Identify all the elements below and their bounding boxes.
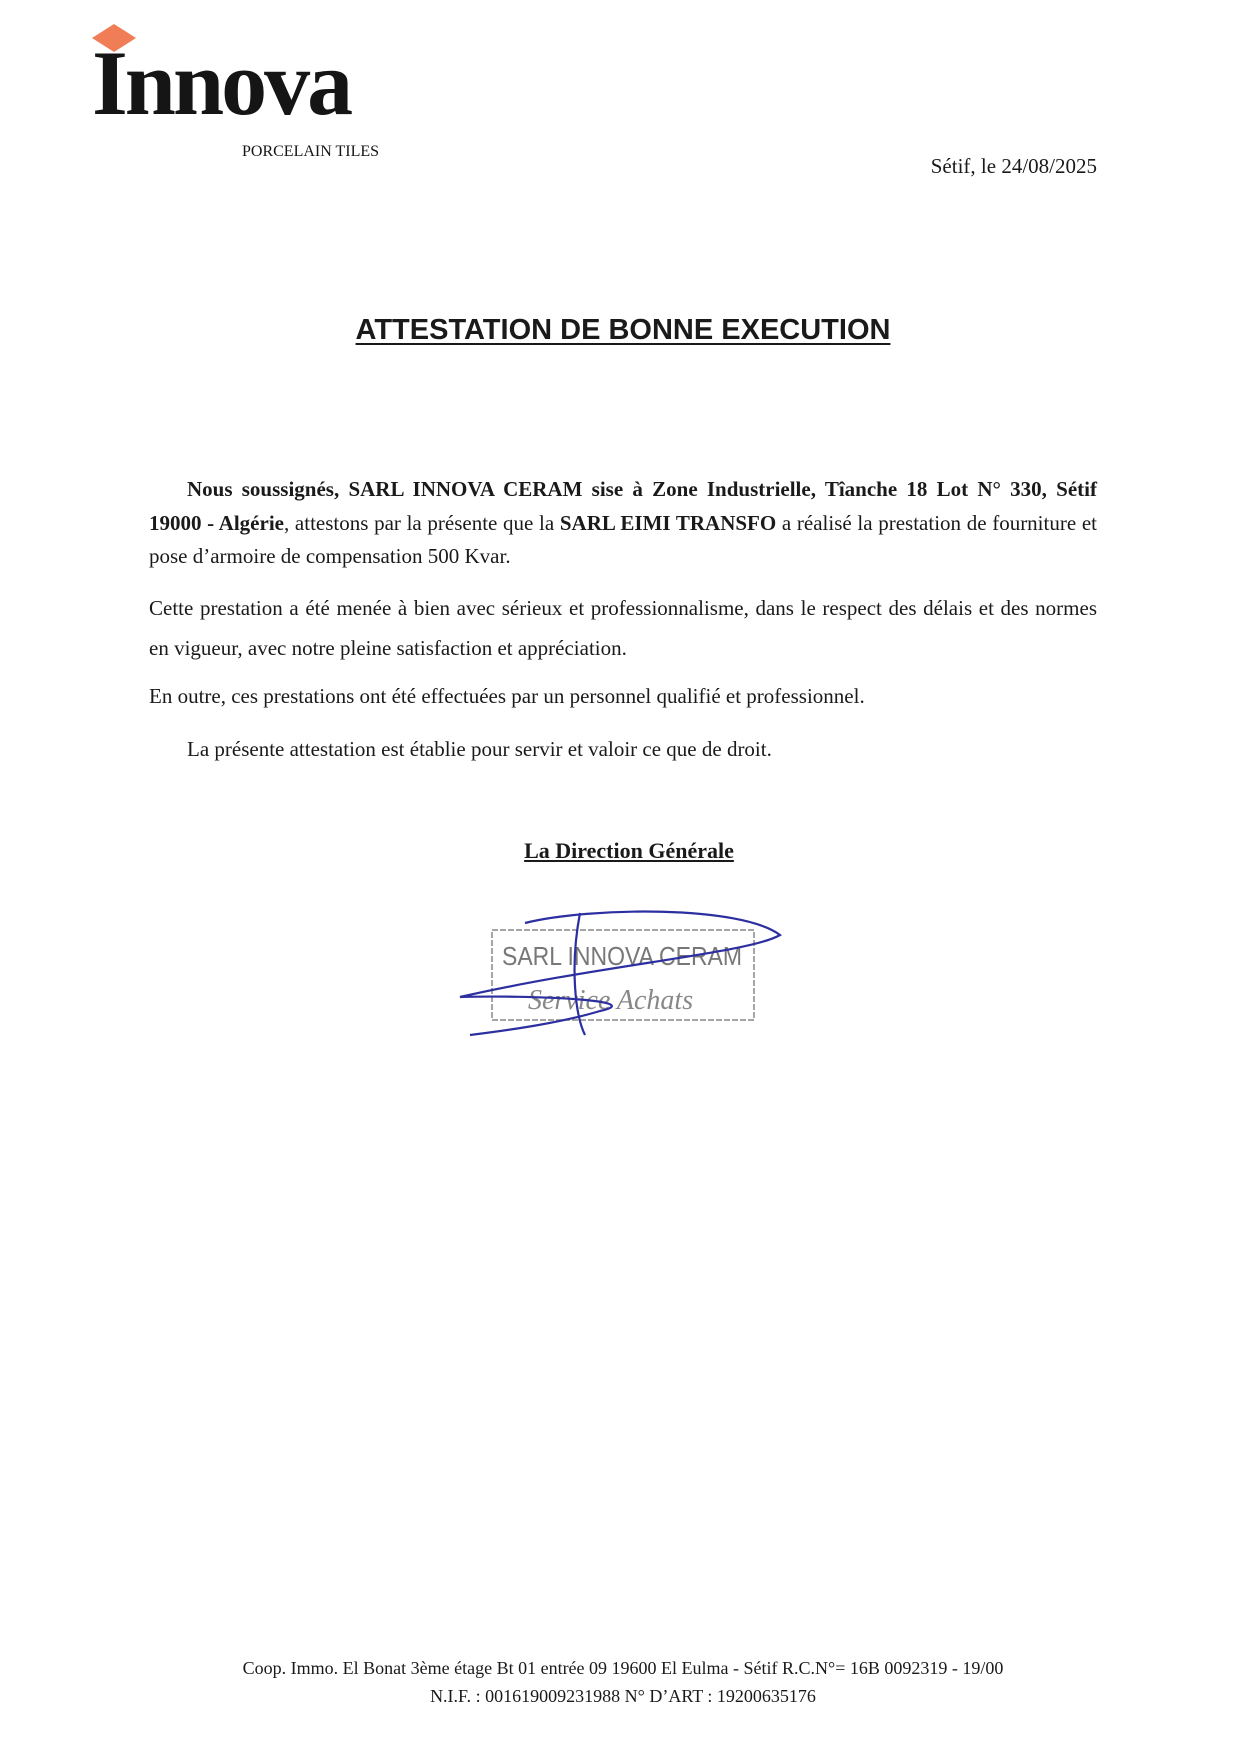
company-stamp [450,905,800,1055]
svg-text:PORCELAIN TILES: PORCELAIN TILES [242,143,380,160]
service-text: a réalisé la prestation de fourniture et pose d’armoire de compensation 500 Kvar. [149,510,1097,568]
paragraph-intro [149,473,1097,574]
issuer-text: Nous soussignés, SARL INNOVA CERAM sise à Zone Industrielle, Tîanche 18 Lot N° 330, Sétif 19000 - Algérie [149,477,1097,535]
signature-label: La Direction Générale [524,837,734,863]
paragraph-staff: En outre, ces prestations ont été effectuées par un personnel qualifié et professionnel. [149,683,865,708]
paragraph-closing: La présente attestation est établie pour servir et valoir ce que de droit. [187,737,772,761]
intro-text: , attestons par la présente que la [283,510,560,535]
document-date: Sétif, le 24/08/2025 [930,154,1097,178]
letter-body [149,473,1097,1055]
svg-text:Service Achats: Service Achats [528,984,694,1016]
footer-registration: N.I.F. : 001619009231988 N° D’ART : 19200635176 [430,1686,816,1706]
paragraph-quality: Cette prestation a été menée à bien avec sérieux et professionnalisme, dans le respect des délais et des normes en vigueur, avec notre pleine satisfaction et appréciation. [149,595,1097,660]
svg-text:Innova: Innova [92,32,351,134]
svg-text:SARL INNOVA CERAM: SARL INNOVA CERAM [502,940,742,971]
beneficiary-text: SARL EIMI TRANSFO [559,510,777,535]
footer-address: Coop. Immo. El Bonat 3ème étage Bt 01 entrée 09 19600 El Eulma - Sétif R.C.N°= 16B 0092319 - 19/00 [242,1658,1004,1678]
document-title: ATTESTATION DE BONNE EXECUTION [355,314,891,346]
innova-logo [92,24,482,160]
